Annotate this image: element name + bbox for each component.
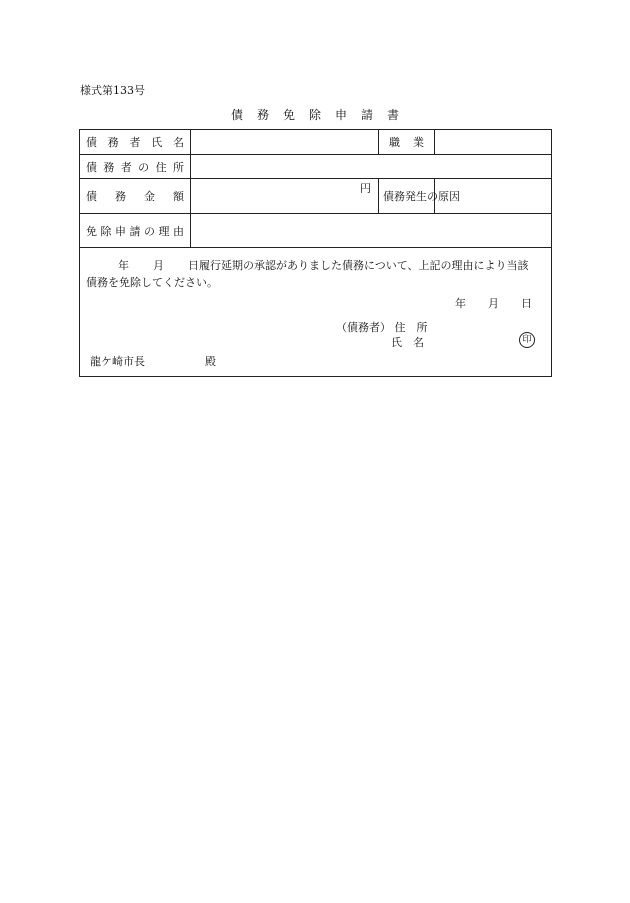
- exemption-reason-field[interactable]: [191, 214, 552, 248]
- exemption-reason-label-text: 免 除 申 請 の 理 由: [86, 224, 184, 238]
- debt-amount-label-text: 債 務 金 額: [86, 190, 184, 203]
- debtor-name-row: [391, 334, 424, 350]
- line1-text: 日履行延期の承認がありました債務について、上記の理由により当該: [188, 259, 529, 272]
- document-title: 債務免除申請書: [230, 108, 413, 122]
- debt-amount-field[interactable]: [191, 179, 379, 214]
- exemption-reason-label: [80, 214, 191, 248]
- debtor-name-label: [80, 130, 191, 155]
- application-date: [455, 295, 532, 311]
- application-table: [79, 129, 552, 377]
- line1-month: 月: [153, 259, 164, 272]
- debtor-label: （債務者）: [336, 321, 391, 334]
- addressee-name: 龍ケ崎市長: [90, 355, 145, 368]
- debtor-address-label: [80, 155, 191, 179]
- request-statement: [80, 248, 552, 377]
- debtor-address-label-text: 債 務 者 の 住 所: [86, 160, 184, 174]
- debt-amount-label: [80, 179, 191, 214]
- date-day: 日: [521, 297, 532, 310]
- line2-text: 債務を免除してください。: [86, 276, 218, 289]
- debtor-address-row: [336, 319, 428, 335]
- line1-year: 年: [118, 259, 129, 272]
- name-label: 氏 名: [391, 336, 424, 349]
- seal-icon: 印: [519, 332, 535, 348]
- honorific: 殿: [205, 355, 216, 368]
- occupation-label: [379, 130, 435, 155]
- request-paragraph: [86, 257, 545, 291]
- address-label: 住 所: [394, 321, 428, 334]
- form-number: 様式第133号: [80, 84, 145, 97]
- date-month: 月: [488, 297, 499, 310]
- yen-unit: 円: [360, 182, 371, 195]
- date-year: 年: [455, 297, 466, 310]
- debt-cause-label-text: 債務発生の原因: [383, 190, 460, 203]
- occupation-field[interactable]: [435, 130, 552, 155]
- debtor-name-field[interactable]: [191, 130, 379, 155]
- debtor-name-label-text: 債 務 者 氏 名: [86, 136, 184, 149]
- occupation-label-text: 職 業: [389, 136, 424, 149]
- addressee: [90, 353, 216, 369]
- debtor-address-field[interactable]: [191, 155, 552, 179]
- debt-cause-label: [379, 179, 460, 214]
